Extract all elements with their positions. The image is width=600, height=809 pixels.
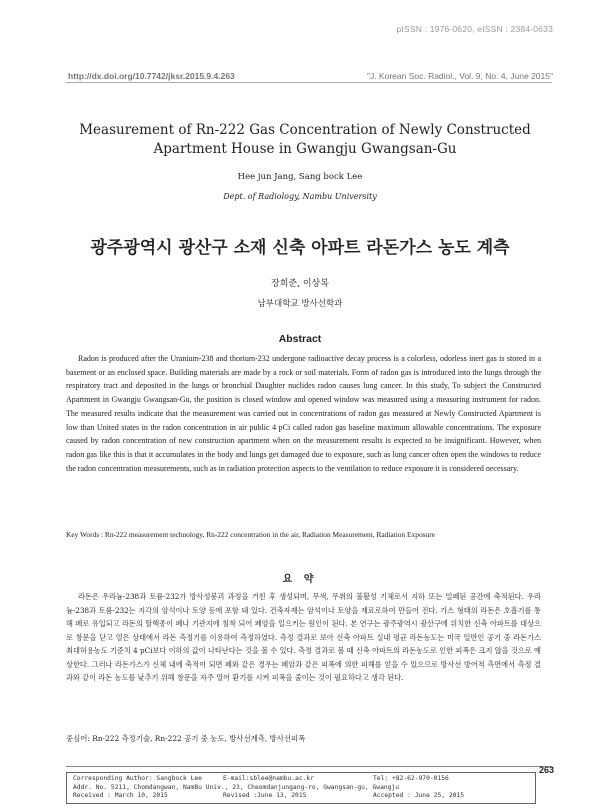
author-phone: Tel: +82-62-970-0156 — [373, 775, 449, 782]
title-english: Measurement of Rn-222 Gas Concentration of Newly Constructed Apartment House in Gwangju Gwangsan-Gu — [79, 122, 531, 157]
header-divider — [66, 82, 552, 83]
affiliation-korean: 남부대학교 방사선학과 — [257, 299, 343, 309]
page-number: 263 — [538, 765, 554, 775]
keywords-english: Key Words : Rn-222 measurement technology, Rn-222 concentration in the air, Radiation Measurement, Radiation Exposure — [66, 530, 435, 539]
revised-date: Revised :June 13, 2015 — [223, 792, 307, 799]
abstract-body: Radon is produced after the Uranium-238 and thorium-232 undergone radioactive decay process is a colorless, odorless inert gas is stored in a basement or an enclosed space. Building materials are made by a rock or soil materials. Form of radon gas is introduced into the lungs through the respiratory tract and deposited in the lungs or bronchial Daughter nuclides radon causes lung cancer. In this study, To subject the Constructed Apartment in Gwangju Gwangsan-Gu, the position is closed window and opened window was measured using a measuring instrument for radon. The measured results indicate that the measurement was carried out in concentrations of radon gas measured at Newly Constructed Apartment is low than United states in the radon concentration in air public 4 pCi called radon gas baseline maximum allowable concentrations. The exposure caused by radon concentration of new construction apartment when on the measurement results is expected to be insignificant. However, when radon gas like this is that it accumulates in the body and lungs get damaged due to exposure, such as lung cancer often open the windows to reduce the radon concentration measurements, such as in radiation protection aspects to the ventilation to reduce exposure it is considered necessary. — [66, 354, 541, 473]
affiliation-english: Dept. of Radiology, Nambu University — [223, 192, 377, 201]
author-email[interactable]: E-mail:sblee@nambu.ac.kr — [223, 775, 314, 782]
summary-body-korean: 라돈은 우라늄-238과 토륨-232가 방사성붕괴 과정을 거친 후 생성되며, 무색, 무취의 불활성 기체로서 지하 또는 밀폐된 공간에 축적된다. 우라늄-238과 토륨-232는 지각의 암석이나 토양 등에 포함 돼 있다. 건축자재는 암석이나 토양을 재료로하여 만들어 진다. 가스 형태의 라돈은 호흡기를 통해 폐로 유입되고 라돈의 딸핵종이 폐나 기관지에 침착 되어 폐암을 일으키는 원인이 된다. 본 연구는 광주광역시 광산구에 위치한 신축 아파트를 대상으로 창문을 닫고 열은 상태에서 라돈 측정기를 이용하여 측정하였다. 측정 결과로 보아 신축 아파트 실내 평균 라돈농도는 미국 일반인 공기 중 라돈가스 최대허용농도 기준치 4 pCi보다 이하의 값이 나타난다는 것을 볼 수 있다. 측정 결과로 볼 때 신축 아파트의 라돈농도로 인한 피폭은 크지 않을 것으로 예상한다. 그러나 라돈가스가 신체 내에 축적이 되면 폐와 같은 경우는 폐암과 같은 피폭에 의한 피해를 얻을 수 있으므로 방사선 방어적 측면에서 측정 결과와 같이 라돈 농도를 낮추기 위해 창문을 자주 열어 환기를 시켜 피폭을 줄이는 것이 필요하다고 생각 된다. — [66, 592, 541, 682]
title-korean: 광주광역시 광산구 소재 신축 아파트 라돈가스 농도 계측 — [90, 238, 510, 258]
authors-korean: 장희준, 이상복 — [271, 279, 329, 289]
correspondence-row — [73, 792, 529, 801]
footer-divider — [66, 766, 552, 767]
received-date: Received : March 10, 2015 — [73, 792, 168, 799]
keywords-korean: 중심어: Rn-222 측정기술, Rn-222 공기 중 농도, 방사선계측, 방사선피폭 — [66, 734, 306, 743]
issn-line: pISSN : 1976-0620, eISSN : 2384-0633 — [396, 24, 553, 34]
correspondence-row — [73, 775, 529, 784]
accepted-date: Accepted : June 25, 2015 — [373, 792, 464, 799]
correspondence-box — [66, 772, 536, 804]
authors-english: Hee jun Jang, Sang bock Lee — [237, 172, 363, 182]
doi-link[interactable]: http://dx.doi.org/10.7742/jksr.2015.9.4.263 — [68, 71, 235, 81]
author-address: Addr. No. 5211, Chomdangwan, NamBu Univ., 23, Cheomdanjungang-ro, Gwangsan-gu, Gwangju — [73, 783, 400, 791]
summary-heading-korean: 요 약 — [282, 574, 318, 585]
journal-citation: "J. Korean Soc. Radiol., Vol. 9, No. 4, June 2015" — [366, 71, 553, 81]
corresponding-author: Corresponding Author: Sangbock Lee — [73, 775, 202, 782]
abstract-heading: Abstract — [278, 333, 322, 345]
correspondence-row — [73, 784, 529, 793]
